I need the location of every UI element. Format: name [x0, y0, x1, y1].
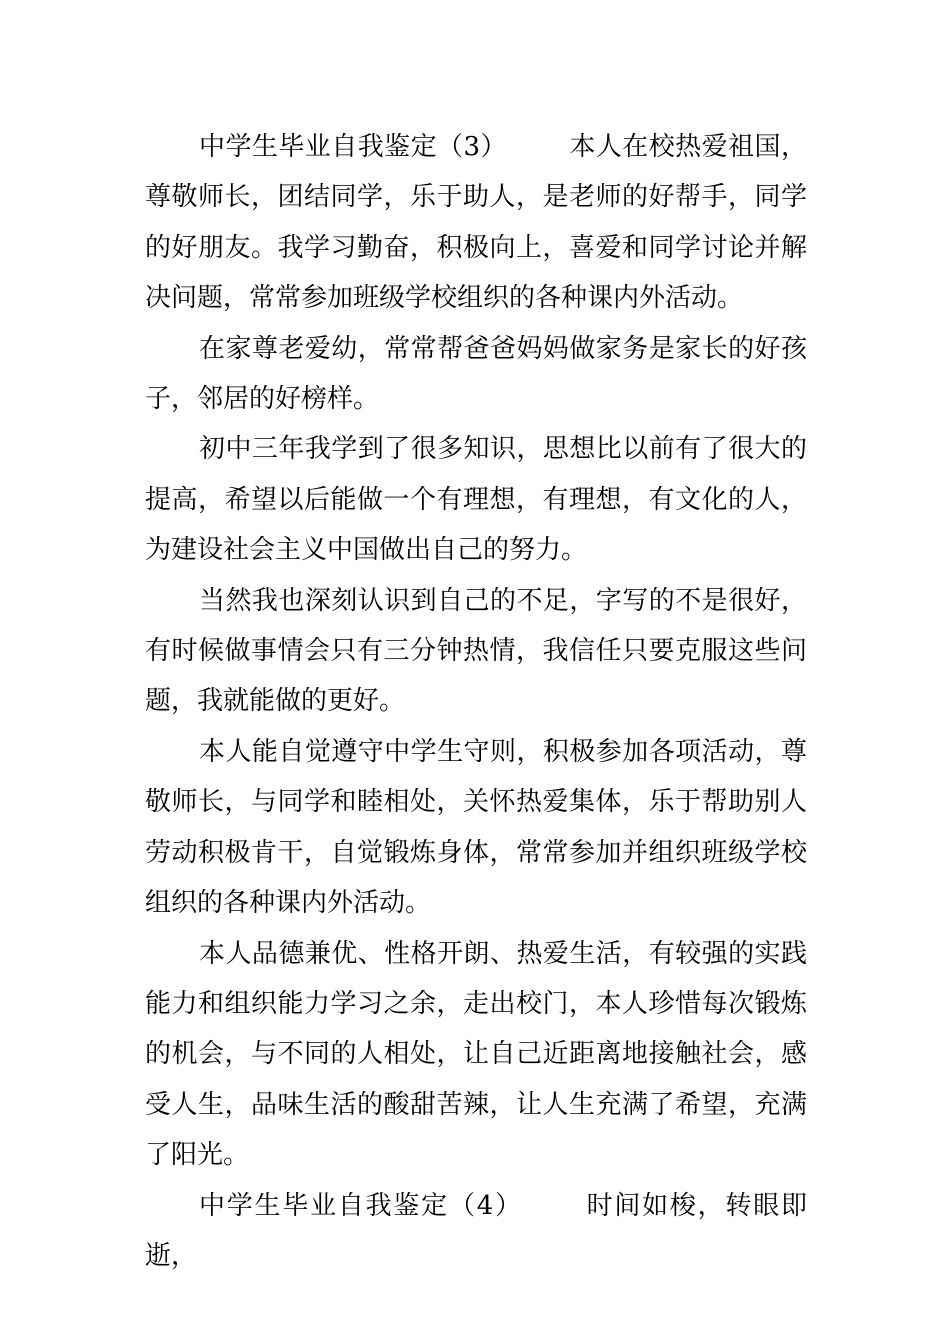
paragraph: [145, 424, 807, 575]
paragraph: [145, 576, 807, 727]
paragraph-text: 当然我也深刻认识到自己的不足，字写的不是很好，有时候做事情会只有三分钟热情，我信任只要克服这些问题，我就能做的更好。: [145, 585, 807, 717]
paragraph: [145, 929, 807, 1181]
paragraph-text: 本人品德兼优、性格开朗、热爱生活，有较强的实践能力和组织能力学习之余，走出校门，本人珍惜每次锻炼的机会，与不同的人相处，让自己近距离地接触社会，感受人生，品味生活的酸甜苦辣，让人生充满了希望，充满了阳光。: [145, 938, 807, 1171]
section-heading: 中学生毕业自我鉴定（3）: [199, 132, 507, 162]
paragraph: [145, 324, 807, 425]
paragraph-text: 本人在校热爱祖国，尊敬师长，团结同学，乐于助人，是老师的好帮手，同学的好朋友。我学习勤奋，积极向上，喜爱和同学讨论并解决问题，常常参加班级学校组织的各种课内外活动。: [145, 132, 807, 314]
paragraph-text: 本人能自觉遵守中学生守则，积极参加各项活动，尊敬师长，与同学和睦相处，关怀热爱集体，乐于帮助别人劳动积极肯干，自觉锻炼身体，常常参加并组织班级学校组织的各种课内外活动。: [145, 736, 807, 919]
paragraph-text: 时间如梭，转眼即逝，: [145, 1190, 807, 1271]
paragraph: [145, 1181, 807, 1282]
section-heading: 中学生毕业自我鉴定（4）: [199, 1190, 523, 1221]
paragraph-text: 在家尊老爱幼，常常帮爸爸妈妈做家务是家长的好孩子，邻居的好榜样。: [145, 333, 807, 415]
paragraph: [145, 727, 807, 929]
paragraph: [145, 122, 807, 324]
document-body: [145, 122, 807, 1281]
paragraph-text: 初中三年我学到了很多知识，思想比以前有了很大的提高，希望以后能做一个有理想，有理想，有文化的人，为建设社会主义中国做出自己的努力。: [145, 434, 807, 566]
